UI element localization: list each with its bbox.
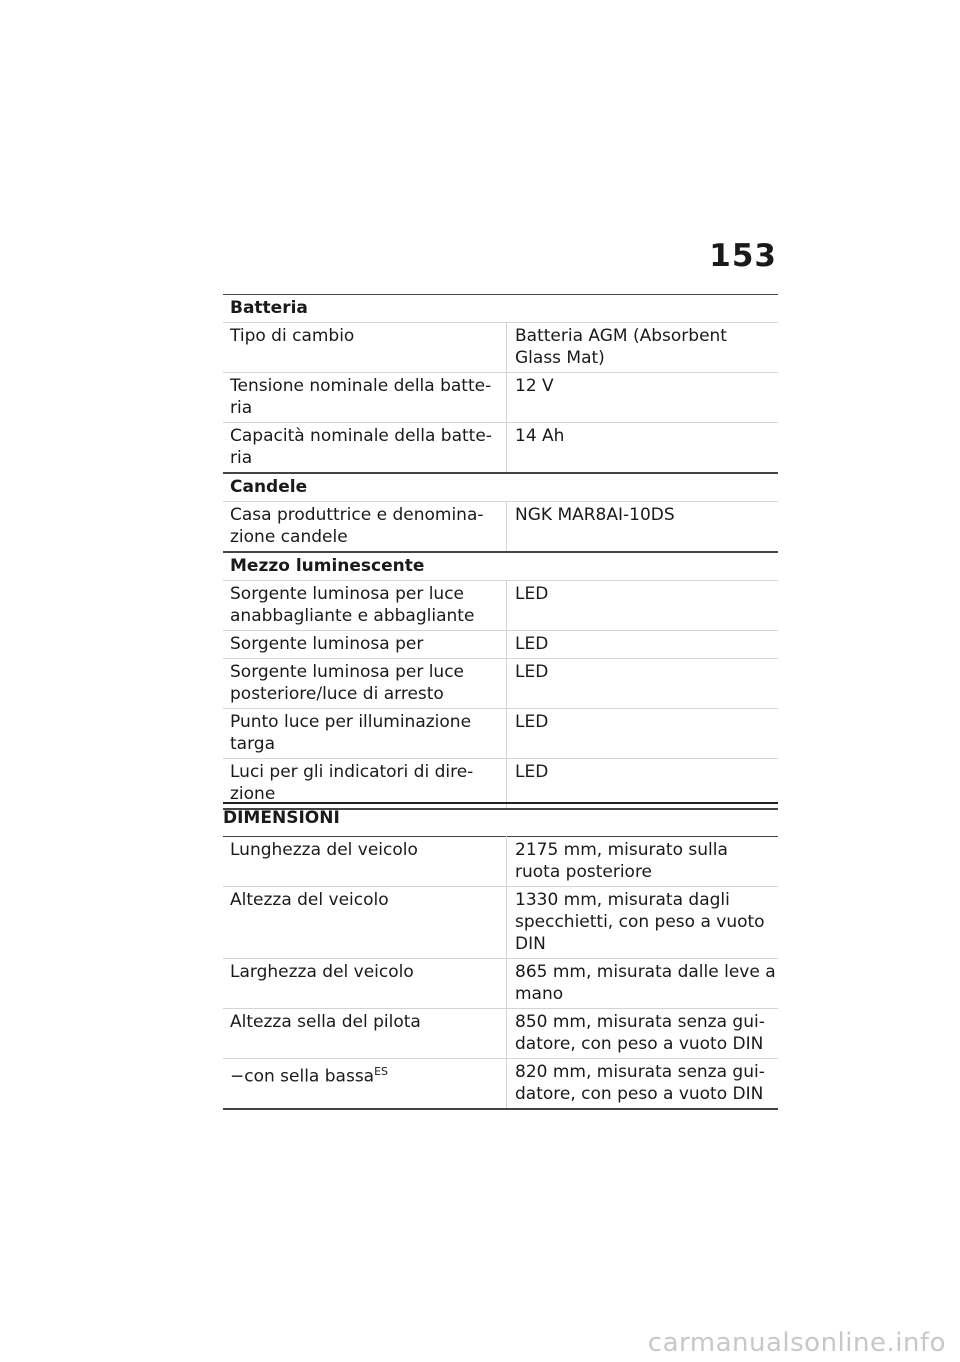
table-row bbox=[223, 659, 778, 709]
section-title: Candele bbox=[223, 473, 778, 502]
row-label: Tensione nominale della batte-ria bbox=[223, 373, 507, 423]
table-row bbox=[223, 502, 778, 553]
page-number: 153 bbox=[709, 238, 777, 274]
label-superscript: ES bbox=[374, 1065, 389, 1078]
section-header-batteria bbox=[223, 295, 778, 323]
section-header-mezzo-luminescente bbox=[223, 552, 778, 581]
row-label bbox=[223, 1059, 507, 1110]
row-value: 850 mm, misurata senza gui-datore, con peso a vuoto DIN bbox=[507, 1009, 779, 1059]
row-label: Altezza del veicolo bbox=[223, 887, 507, 959]
row-label: Capacità nominale della batte-ria bbox=[223, 423, 507, 474]
table-row bbox=[223, 1059, 778, 1110]
row-value: 820 mm, misurata senza gui-datore, con peso a vuoto DIN bbox=[507, 1059, 779, 1110]
table-row bbox=[223, 373, 778, 423]
table-row bbox=[223, 423, 778, 474]
row-label: Tipo di cambio bbox=[223, 323, 507, 373]
row-label: Sorgente luminosa per luce posteriore/luce di arresto bbox=[223, 659, 507, 709]
row-value: LED bbox=[507, 581, 779, 631]
row-value: LED bbox=[507, 709, 779, 759]
table-row bbox=[223, 631, 778, 659]
watermark: carmanualsonline.info bbox=[647, 1328, 946, 1358]
row-value: NGK MAR8AI-10DS bbox=[507, 502, 779, 553]
row-value: 1330 mm, misurata dagli specchietti, con peso a vuoto DIN bbox=[507, 887, 779, 959]
row-value: LED bbox=[507, 631, 779, 659]
row-label: Luci per gli indicatori di dire-zione bbox=[223, 759, 507, 810]
section-title: Batteria bbox=[223, 295, 778, 323]
row-label: Sorgente luminosa per bbox=[223, 631, 507, 659]
dimensions-table bbox=[223, 836, 778, 1110]
table-row bbox=[223, 581, 778, 631]
row-label: Sorgente luminosa per luce anabbagliante e abbagliante bbox=[223, 581, 507, 631]
section-title: Mezzo luminescente bbox=[223, 552, 778, 581]
table-row bbox=[223, 1009, 778, 1059]
row-label-text: −con sella bassa bbox=[230, 1066, 375, 1087]
row-value: 14 Ah bbox=[507, 423, 779, 474]
row-value: 12 V bbox=[507, 373, 779, 423]
row-label: Casa produttrice e denomina-zione candele bbox=[223, 502, 507, 553]
table-row bbox=[223, 959, 778, 1009]
row-value: LED bbox=[507, 759, 779, 810]
row-label: Lunghezza del veicolo bbox=[223, 837, 507, 887]
section-heading-dimensioni: DIMENSIONI bbox=[223, 802, 778, 828]
row-label: Larghezza del veicolo bbox=[223, 959, 507, 1009]
section-header-candele bbox=[223, 473, 778, 502]
table-row bbox=[223, 887, 778, 959]
row-value: 2175 mm, misurato sulla ruota posteriore bbox=[507, 837, 779, 887]
row-value: LED bbox=[507, 659, 779, 709]
row-label: Altezza sella del pilota bbox=[223, 1009, 507, 1059]
row-label: Punto luce per illuminazione targa bbox=[223, 709, 507, 759]
table-row bbox=[223, 709, 778, 759]
table-row bbox=[223, 837, 778, 887]
row-value: Batteria AGM (Absorbent Glass Mat) bbox=[507, 323, 779, 373]
specifications-table bbox=[223, 294, 778, 810]
table-row bbox=[223, 323, 778, 373]
row-value: 865 mm, misurata dalle leve a mano bbox=[507, 959, 779, 1009]
